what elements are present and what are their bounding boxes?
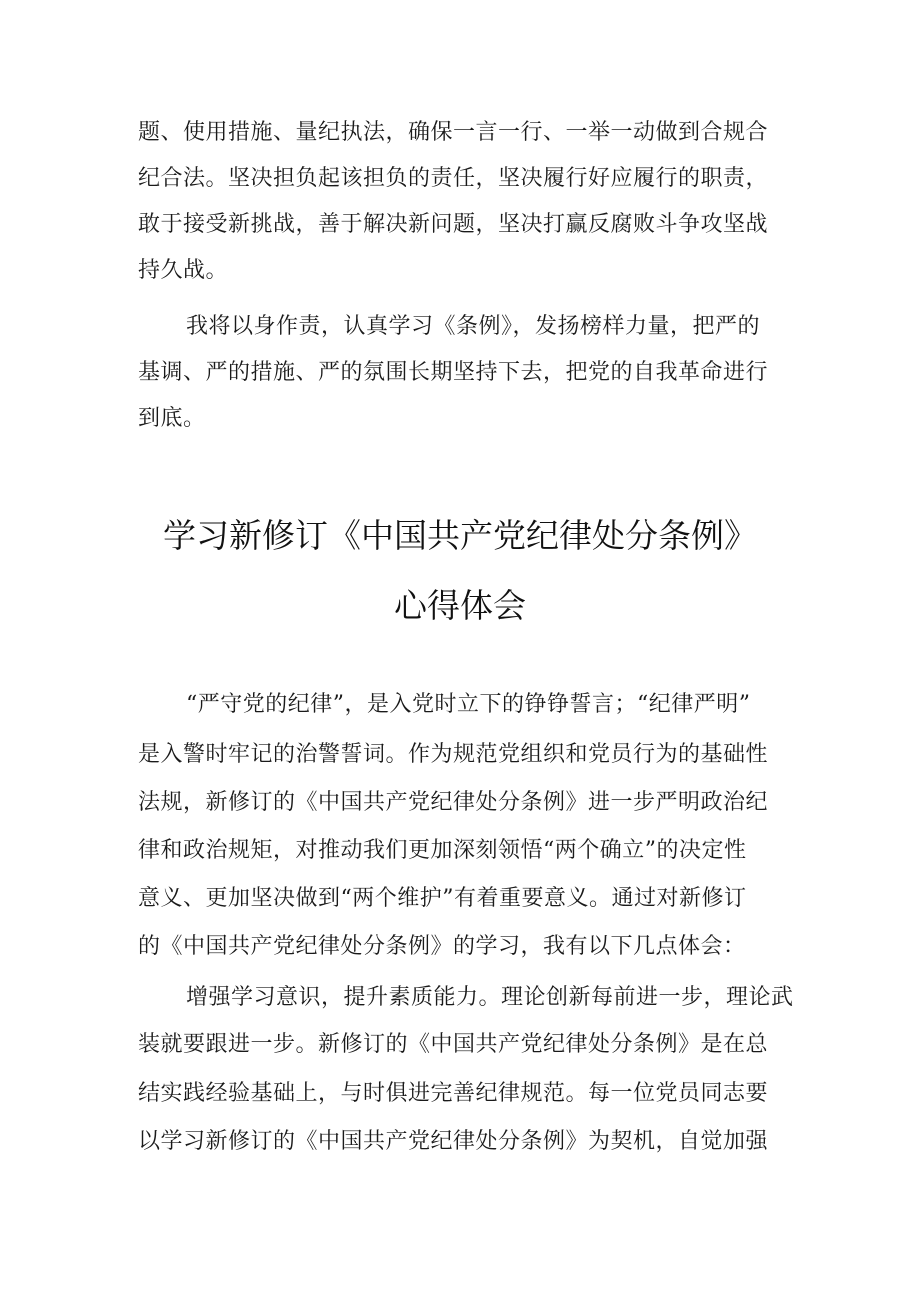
document-title: 学习新修订《中国共产党纪律处分条例》 — [163, 516, 757, 555]
paragraph-line: 是入警时牢记的治警誓词。作为规范党组织和党员行为的基础性 — [138, 742, 769, 767]
paragraph-line: 到底。 — [138, 406, 206, 431]
paragraph-line: 以学习新修订的《中国共产党纪律处分条例》为契机，自觉加强 — [138, 1129, 769, 1154]
document-subtitle: 心得体会 — [394, 586, 526, 625]
paragraph-line: 基调、严的措施、严的氛围长期坚持下去，把党的自我革命进行 — [138, 360, 769, 385]
paragraph-line: 敢于接受新挑战，善于解决新问题，坚决打赢反腐败斗争攻坚战 — [138, 212, 769, 237]
paragraph-line: 纪合法。坚决担负起该担负的责任，坚决履行好应履行的职责， — [138, 166, 769, 191]
paragraph-line: 意义、更加坚决做到“两个维护”有着重要意义。通过对新修订 — [138, 886, 747, 911]
paragraph-line: 增强学习意识，提升素质能力。理论创新每前进一步，理论武 — [186, 985, 794, 1010]
paragraph-line: 结实践经验基础上，与时俱进完善纪律规范。每一位党员同志要 — [138, 1081, 769, 1106]
paragraph-line: 的《中国共产党纪律处分条例》的学习，我有以下几点体会： — [138, 934, 746, 959]
paragraph-line: 题、使用措施、量纪执法，确保一言一行、一举一动做到合规合 — [138, 120, 769, 145]
paragraph-line: “严守党的纪律”，是入党时立下的铮铮誓言；“纪律严明” — [186, 692, 751, 717]
paragraph-line: 装就要跟进一步。新修订的《中国共产党纪律处分条例》是在总 — [138, 1032, 769, 1057]
paragraph-line: 法规，新修订的《中国共产党纪律处分条例》进一步严明政治纪 — [138, 790, 769, 815]
paragraph-line: 律和政治规矩，对推动我们更加深刻领悟“两个确立”的决定性 — [138, 838, 747, 863]
paragraph-line: 持久战。 — [138, 258, 229, 283]
paragraph-line: 我将以身作责，认真学习《条例》，发扬榜样力量，把严的 — [186, 314, 761, 339]
